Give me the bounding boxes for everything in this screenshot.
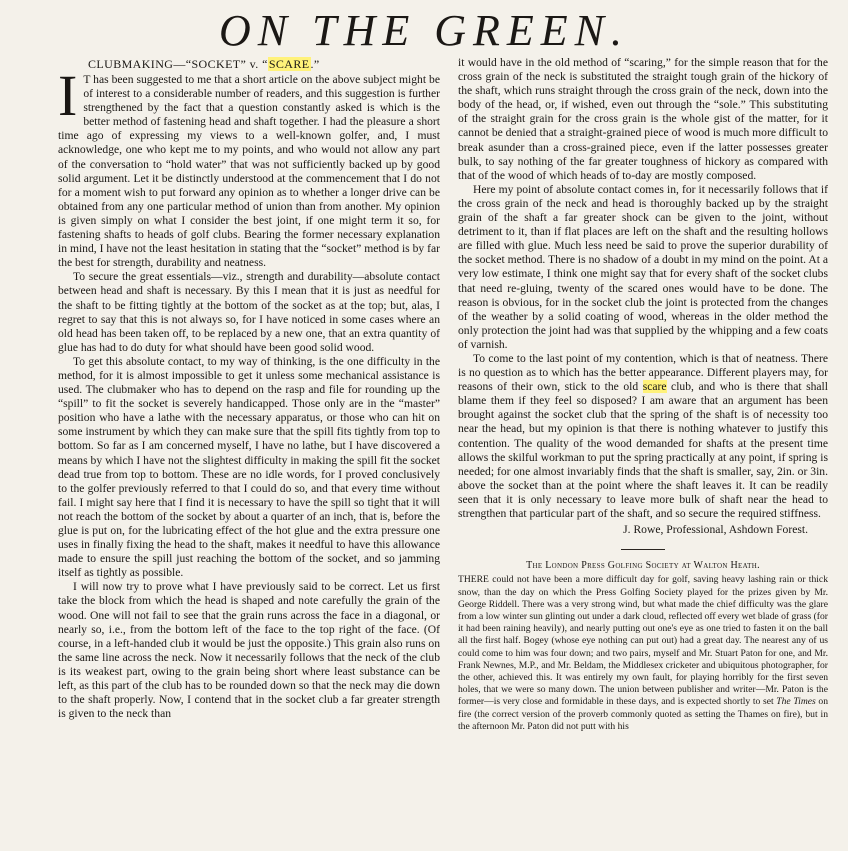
masthead-title: ON THE GREEN. — [219, 6, 629, 55]
press-text: on fire (the correct version of the proverb commonly quoted as setting the Thames on fire), but in the afternoon Mr. Paton did not putt with his — [458, 696, 829, 732]
left-column — [58, 56, 440, 721]
article-paragraph-4: I will now try to prove what I have previously said to be correct. Let us first take the block from which the head is shaped and note carefully the grain of the wood. One will not fail to see that the grain runs across the face in a diagonal, or nearly so, i.e., from the bottom left of the face to the top right of the face. (Of course, in a left-handed club it would be just the opposite.) This grain also runs on the same line across the neck. Now it necessarily follows that the neck of the club is its weakest part, owing to the grain being short where least substance can be left, as this part of the club has to be rounded down so that the neck may die down to the shaft properly. Now, I contend that in the socket club a far greater strength is given to the neck than — [58, 580, 440, 721]
article-paragraph-3: To get this absolute contact, to my way of thinking, is the one difficulty in the method, for it is almost impossible to get it unless some mechanical assistance is used. The clubmaker who has to depend on the rasp and file for rounding up the “spill” to fit the socket is severely handicapped. Those only are in the “master” position who have a lathe with the necessary apparatus, or those who can hit on some instrument by which they can make sure that the spill fits tightly from top to bottom. So far as I am concerned myself, I have no lathe, but I have discovered a means by which I have not the slightest difficulty in making the spill fit the socket dead true from top to bottom. These are no idle words, for I proved conclusively to the golfer previously referred to that I could do so, and that every time without fail. I might say here that I find it is necessary to have the spill so tight that it will not reach the bottom of the socket by about a quarter of an inch, that is, before the glue is put on, for the lubricating effect of the hot glue and the extra pressure one uses in finally fixing the head to the shaft, makes it needful to have this allowance made to ensure the spill just reaching the bottom of the socket, and so jamming itself as tightly as possible. — [58, 354, 440, 580]
press-section-title: The London Press Golfing Society at Walton Heath. — [526, 560, 760, 572]
article-paragraph-2: To secure the great essentials—viz., strength and durability—absolute contact between head and shaft is necessary. By this I mean that it is just as needful for the shaft to be fitting tightly at the bottom of the socket as at the top; but, alas, I regret to say that this is not always so, for I have noticed in some cases where an old head has been taken off, to be replaced by a new one, that an extra quantity of glue has had to do duty for what should have been good solid wood. — [58, 270, 440, 354]
press-society-section — [458, 560, 828, 733]
paragraph-text: To come to the last point of my contention, which is that of neatness. There is no question as to which has the better appearance. Different players may, for reasons of their own, stick to the old — [458, 351, 828, 394]
section-divider — [621, 549, 665, 550]
article-paragraph-7 — [458, 352, 828, 521]
drop-cap: I — [58, 63, 78, 128]
press-lead-word: THERE — [458, 574, 489, 586]
article-paragraph-5: it would have in the old method of “scaring,” for the simple reason that for the cross grain of the neck is substituted the straight tough grain of the hickory of the shaft, which runs straight through the cross grain of the neck, down into the body of the head, or, if wished, even out through the “sole.” This substituting of the straight grain for the cross grain is the whole gist of the matter, for it cannot be denied that a straight-grained piece of wood is much more difficult to break asunder than a cross-grained piece, even if the latter possesses greater bulk, to say nothing of the far greater toughness of hickory as compared with that of the wood of which heads of to-day are mostly composed. — [458, 56, 828, 182]
highlighted-word: scare — [642, 380, 667, 394]
paragraph-text: club, and who is there that shall blame them if they feel so disposed? I am aware that an argument has been brought against the socket club that the spring of the shaft is of necessity too near the head, but my opinion is that there is nothing whatever to justify this contention. The quality of the wood demanded for shafts at the present time allows the skilful workman to put the spring practically at any point, if spring is needed; for one almost invariably finds that the shaft is smaller, say, 2in. or 3in. above the socket than at the point where the shaft leaves it. It can be readily seen that it is only necessary to leave more bulk of shaft near the head to strengthen that particular part of the shaft, and so secure the required stiffness. — [458, 380, 828, 520]
paragraph-text: T has been suggested to me that a short article on the above subject might be of interest to a considerable number of readers, and this suggestion is further strengthened by the fact that a question constantly asked is which is the better method of fastening head and shaft together. I had the pleasure a short time ago of expressing my views to a well-known golfer, and, I must acknowledge, one who kept me to my points, and who would not allow any part of the conversation to “hold water” that was not sufficiently backed up by good solid argument. Let it be distinctly understood at the commencement that I do not for a moment wish to put forward any opinion as to whether a longer drive can be obtained from any one particular method of union than from another. My opinion is given simply on what I consider the best joint, if one might term it so, for fastening shafts to heads of golf clubs. Bearing the former necessary explanation in mind, I have not the least hesitation in stating that the “socket” method is by far the best for strength, durability and neatness. — [58, 73, 440, 270]
article-title — [88, 56, 440, 72]
article-title-highlight: SCARE — [268, 57, 310, 71]
article-title-suffix: .” — [310, 57, 320, 71]
press-italic-title: The Times — [776, 696, 816, 708]
press-paragraph — [458, 574, 828, 733]
author-signature: J. Rowe, Professional, Ashdown Forest. — [623, 523, 808, 537]
right-column — [458, 56, 828, 733]
article-title-prefix: CLUBMAKING—“SOCKET” v. “ — [88, 57, 268, 71]
article-paragraph-6: Here my point of absolute contact comes in, for it necessarily follows that if the cross grain of the neck and head is thoroughly backed up by the straight grain of the shaft a far greater shock can be given to the joint, without detriment to it, than if flat places are left on the shaft and the resulting hollows are filled with glue. Much less need be said to prove the superior durability of the socket method. There is no shadow of a doubt in my mind on the point. At a very low estimate, I think one might say that for every shaft of the socket clubs that need re-gluing, twenty of the scared ones would have to be done. The reason is obvious, for in the socket club the joint is protected from the changes of the weather by a solid coating of wood, whereas in the older method the only protection the joint had was that supplied by the whipping and a few coats of varnish. — [458, 182, 828, 351]
press-text: could not have been a more difficult day for golf, saving heavy lashing rain or thick snow, than the day on which the Press Golfing Society played for the prizes given by Mr. George Riddell. There was a very strong wind, but what made the chief difficulty was the glare from a low winter sun glinting out under a dark cloud, reflected off every wet blade of grass (for it had been raining heavily), and nearly putting out one's eye as one tried to fasten it on the ball all the first half. Bogey (whose eye nothing can put out) had a great day. The nearest any of us could come to him was four down; and two pairs, myself and Mr. Stuart Paton for one, and Mr. Frank Newnes, M.P., and Mr. Beldam, the Middlesex cricketer and ubiquitous photographer, for the other, achieved this. It was entirely my own fault, for playing horribly for the first seven holes, that we were so many down. The union between publisher and writer—Mr. Paton is the former—is very close and formidable in these days, and is expected shortly to set — [458, 574, 828, 708]
